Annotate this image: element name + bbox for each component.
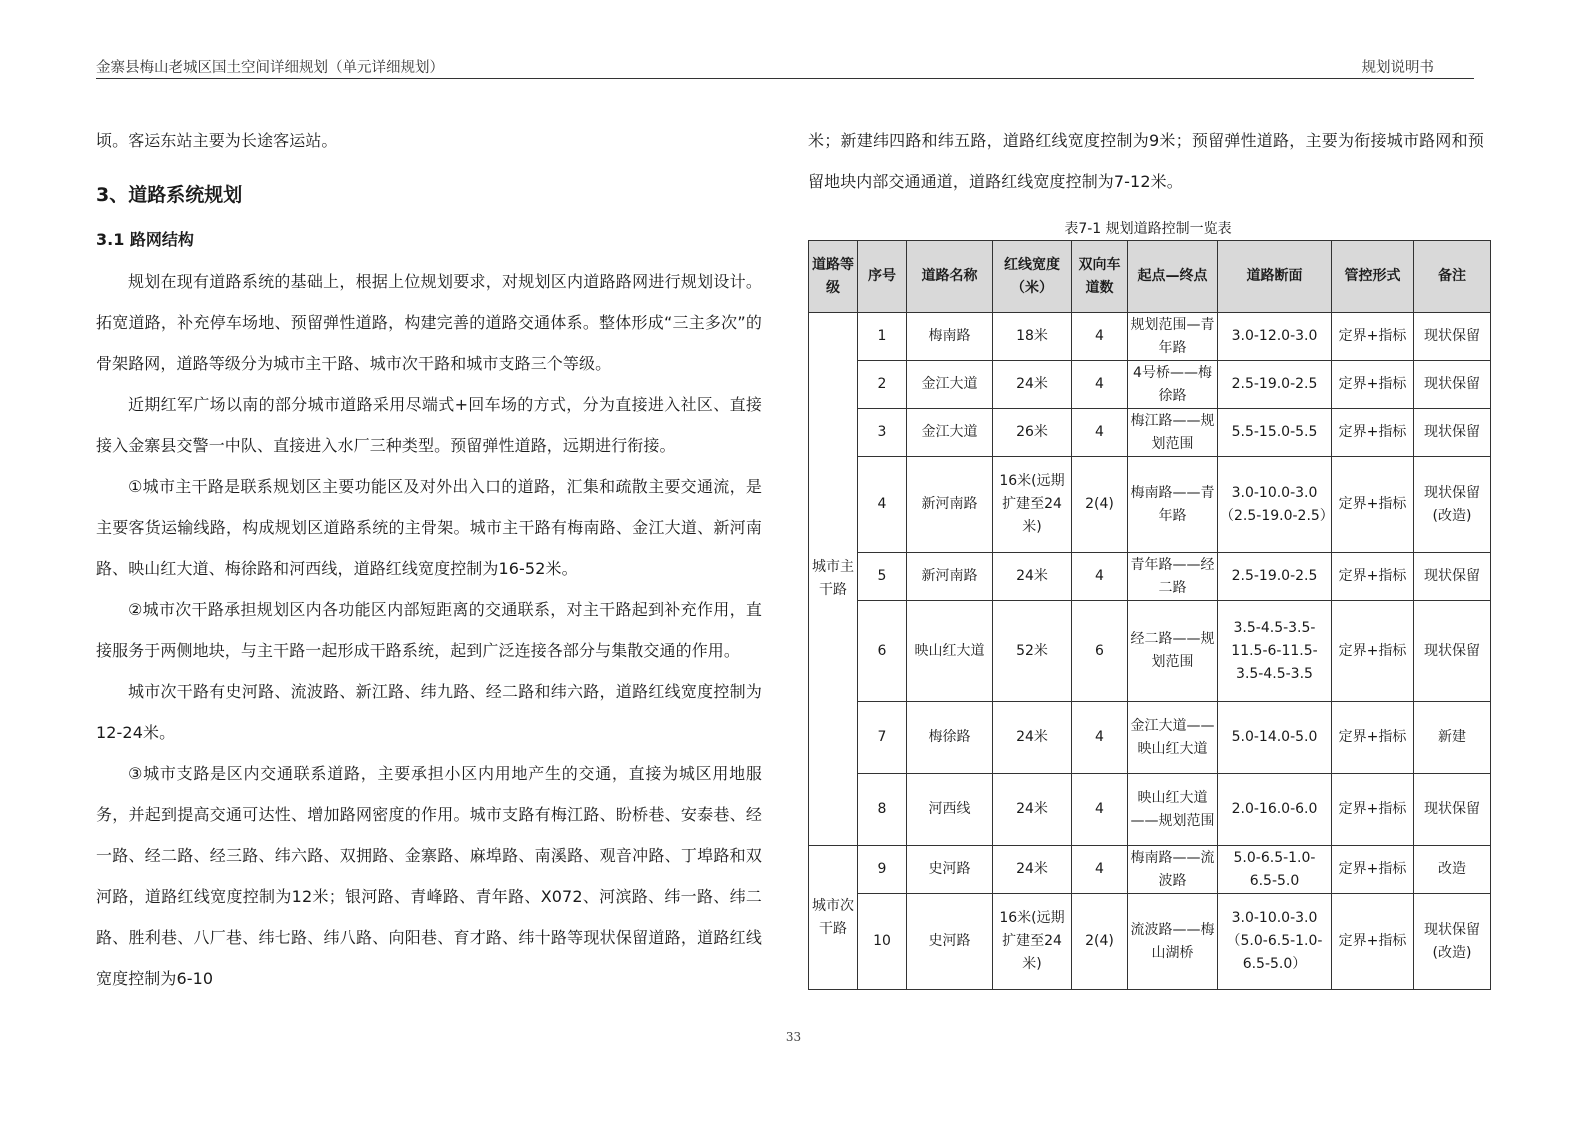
table-cell: 4号桥——梅徐路 — [1128, 361, 1218, 409]
table-cell: 2 — [858, 361, 907, 409]
table-cell: 定界+指标 — [1332, 601, 1414, 702]
table-cell: 3.0-12.0-3.0 — [1218, 313, 1332, 361]
table-cell: 24米 — [993, 702, 1072, 774]
right-column — [808, 120, 1484, 990]
table-cell: 史河路 — [907, 846, 993, 894]
table-cell: 8 — [858, 774, 907, 846]
table-cell: 定界+指标 — [1332, 702, 1414, 774]
table-cell: 定界+指标 — [1332, 313, 1414, 361]
table-cell: 3.0-10.0-3.0（5.0-6.5-1.0-6.5-5.0） — [1218, 894, 1332, 990]
column-header: 备注 — [1414, 241, 1491, 313]
paragraph: 规划在现有道路系统的基础上，根据上位规划要求，对规划区内道路路网进行规划设计。拓宽道路，补充停车场地、预留弹性道路，构建完善的道路交通体系。整体形成“三主多次”的骨架路网，道路等级分为城市主干路、城市次干路和城市支路三个等级。 — [96, 272, 762, 373]
table-cell: 9 — [858, 846, 907, 894]
paragraph: ③城市支路是区内交通联系道路，主要承担小区内用地产生的交通，直接为城区用地服务，并起到提高交通可达性、增加路网密度的作用。城市支路有梅江路、盼桥巷、安泰巷、经一路、经二路、经三路、纬六路、双拥路、金寨路、麻埠路、南溪路、观音冲路、丁埠路和双河路，道路红线宽度控制为12米；银河路、青峰路、青年路、X072、河滨路、纬一路、纬二路、胜利巷、八厂巷、纬七路、纬八路、向阳巷、育才路、纬十路等现状保留道路，道路红线宽度控制为6-10 — [96, 764, 762, 988]
table-cell: 2(4) — [1072, 457, 1128, 553]
table-cell: 定界+指标 — [1332, 846, 1414, 894]
subsection-heading: 3.1 路网结构 — [96, 230, 194, 249]
table-row — [809, 774, 1491, 846]
table-cell: 26米 — [993, 409, 1072, 457]
table-cell: 金江大道——映山红大道 — [1128, 702, 1218, 774]
table-row — [809, 457, 1491, 553]
table-cell: 映山红大道 — [907, 601, 993, 702]
table-cell: 52米 — [993, 601, 1072, 702]
table-cell: 4 — [1072, 361, 1128, 409]
table-cell: 现状保留 — [1414, 409, 1491, 457]
table-cell: 24米 — [993, 553, 1072, 601]
table-cell: 新河南路 — [907, 553, 993, 601]
table-cell: 金江大道 — [907, 361, 993, 409]
page-number: 33 — [785, 1030, 802, 1044]
table-cell: 现状保留(改造) — [1414, 457, 1491, 553]
table-cell: 经二路——规划范围 — [1128, 601, 1218, 702]
paragraph: 城市次干路有史河路、流波路、新江路、纬九路、经二路和纬六路，道路红线宽度控制为12-24米。 — [96, 682, 762, 742]
column-header: 起点—终点 — [1128, 241, 1218, 313]
road-control-table — [808, 240, 1491, 990]
table-cell: 5.0-14.0-5.0 — [1218, 702, 1332, 774]
paragraph: ②城市次干路承担规划区内各功能区内部短距离的交通联系，对主干路起到补充作用，直接服务于两侧地块，与主干路一起形成干路系统，起到广泛连接各部分与集散交通的作用。 — [96, 600, 762, 660]
table-cell: 定界+指标 — [1332, 774, 1414, 846]
table-cell: 现状保留 — [1414, 553, 1491, 601]
table-cell: 现状保留 — [1414, 313, 1491, 361]
table-cell: 新河南路 — [907, 457, 993, 553]
table-cell: 定界+指标 — [1332, 457, 1414, 553]
table-cell: 4 — [1072, 846, 1128, 894]
road-grade-cell: 城市次干路 — [809, 846, 858, 990]
table-cell: 青年路——经二路 — [1128, 553, 1218, 601]
paragraph: 近期红军广场以南的部分城市道路采用尽端式+回车场的方式，分为直接进入社区、直接接入金寨县交警一中队、直接进入水厂三种类型。预留弹性道路，远期进行衔接。 — [96, 395, 762, 455]
table-cell: 梅南路 — [907, 313, 993, 361]
table-cell: 新建 — [1414, 702, 1491, 774]
table-cell: 5 — [858, 553, 907, 601]
table-header-row — [809, 241, 1491, 313]
table-cell: 梅徐路 — [907, 702, 993, 774]
table-row — [809, 601, 1491, 702]
table-cell: 定界+指标 — [1332, 361, 1414, 409]
table-row — [809, 846, 1491, 894]
table-cell: 2.0-16.0-6.0 — [1218, 774, 1332, 846]
table-cell: 4 — [1072, 553, 1128, 601]
table-cell: 24米 — [993, 361, 1072, 409]
paragraph: 米；新建纬四路和纬五路，道路红线宽度控制为9米；预留弹性道路，主要为衔接城市路网和预留地块内部交通通道，道路红线宽度控制为7-12米。 — [808, 131, 1484, 191]
table-caption: 表7-1 规划道路控制一览表 — [1064, 221, 1232, 237]
table-cell: 3.0-10.0-3.0（2.5-19.0-2.5） — [1218, 457, 1332, 553]
table-cell: 1 — [858, 313, 907, 361]
table-cell: 4 — [1072, 313, 1128, 361]
table-row — [809, 553, 1491, 601]
table-row — [809, 409, 1491, 457]
table-cell: 3.5-4.5-3.5-11.5-6-11.5-3.5-4.5-3.5 — [1218, 601, 1332, 702]
table-cell: 4 — [1072, 409, 1128, 457]
table-cell: 7 — [858, 702, 907, 774]
table-cell: 改造 — [1414, 846, 1491, 894]
table-cell: 2.5-19.0-2.5 — [1218, 361, 1332, 409]
table-row — [809, 702, 1491, 774]
table-cell: 现状保留(改造) — [1414, 894, 1491, 990]
table-cell: 16米(远期扩建至24米) — [993, 894, 1072, 990]
table-row — [809, 313, 1491, 361]
table-cell: 定界+指标 — [1332, 894, 1414, 990]
table-cell: 10 — [858, 894, 907, 990]
table-cell: 3 — [858, 409, 907, 457]
left-column — [96, 120, 762, 999]
column-header: 双向车道数 — [1072, 241, 1128, 313]
table-cell: 梅南路——青年路 — [1128, 457, 1218, 553]
table-cell: 4 — [858, 457, 907, 553]
document-type: 规划说明书 — [1361, 60, 1434, 76]
table-cell: 现状保留 — [1414, 774, 1491, 846]
table-cell: 金江大道 — [907, 409, 993, 457]
table-cell: 规划范围—青年路 — [1128, 313, 1218, 361]
table-cell: 史河路 — [907, 894, 993, 990]
table-cell: 2.5-19.0-2.5 — [1218, 553, 1332, 601]
column-header: 道路等级 — [809, 241, 858, 313]
table-cell: 映山红大道——规划范围 — [1128, 774, 1218, 846]
table-cell: 5.0-6.5-1.0-6.5-5.0 — [1218, 846, 1332, 894]
document-title: 金寨县梅山老城区国土空间详细规划（单元详细规划） — [96, 60, 444, 76]
table-cell: 4 — [1072, 774, 1128, 846]
table-cell: 河西线 — [907, 774, 993, 846]
table-cell: 梅江路——规划范围 — [1128, 409, 1218, 457]
table-row — [809, 894, 1491, 990]
table-cell: 24米 — [993, 846, 1072, 894]
table-cell: 16米(远期扩建至24米) — [993, 457, 1072, 553]
table-cell: 24米 — [993, 774, 1072, 846]
section-heading: 3、道路系统规划 — [96, 184, 243, 206]
paragraph: ①城市主干路是联系规划区主要功能区及对外出入口的道路，汇集和疏散主要交通流，是主要客货运输线路，构成规划区道路系统的主骨架。城市主干路有梅南路、金江大道、新河南路、映山红大道、梅徐路和河西线，道路红线宽度控制为16-52米。 — [96, 477, 762, 578]
table-cell: 现状保留 — [1414, 361, 1491, 409]
table-cell: 6 — [1072, 601, 1128, 702]
table-cell: 流波路——梅山湖桥 — [1128, 894, 1218, 990]
column-header: 序号 — [858, 241, 907, 313]
table-cell: 定界+指标 — [1332, 553, 1414, 601]
table-cell: 5.5-15.0-5.5 — [1218, 409, 1332, 457]
table-cell: 2(4) — [1072, 894, 1128, 990]
column-header: 红线宽度（米） — [993, 241, 1072, 313]
table-cell: 4 — [1072, 702, 1128, 774]
table-cell: 现状保留 — [1414, 601, 1491, 702]
table-cell: 梅南路——流波路 — [1128, 846, 1218, 894]
table-cell: 18米 — [993, 313, 1072, 361]
column-header: 道路名称 — [907, 241, 993, 313]
column-header: 管控形式 — [1332, 241, 1414, 313]
road-grade-cell: 城市主干路 — [809, 313, 858, 846]
paragraph: 顷。客运东站主要为长途客运站。 — [96, 131, 338, 150]
table-row — [809, 361, 1491, 409]
page-header — [96, 56, 1474, 79]
column-header: 道路断面 — [1218, 241, 1332, 313]
table-cell: 定界+指标 — [1332, 409, 1414, 457]
table-cell: 6 — [858, 601, 907, 702]
